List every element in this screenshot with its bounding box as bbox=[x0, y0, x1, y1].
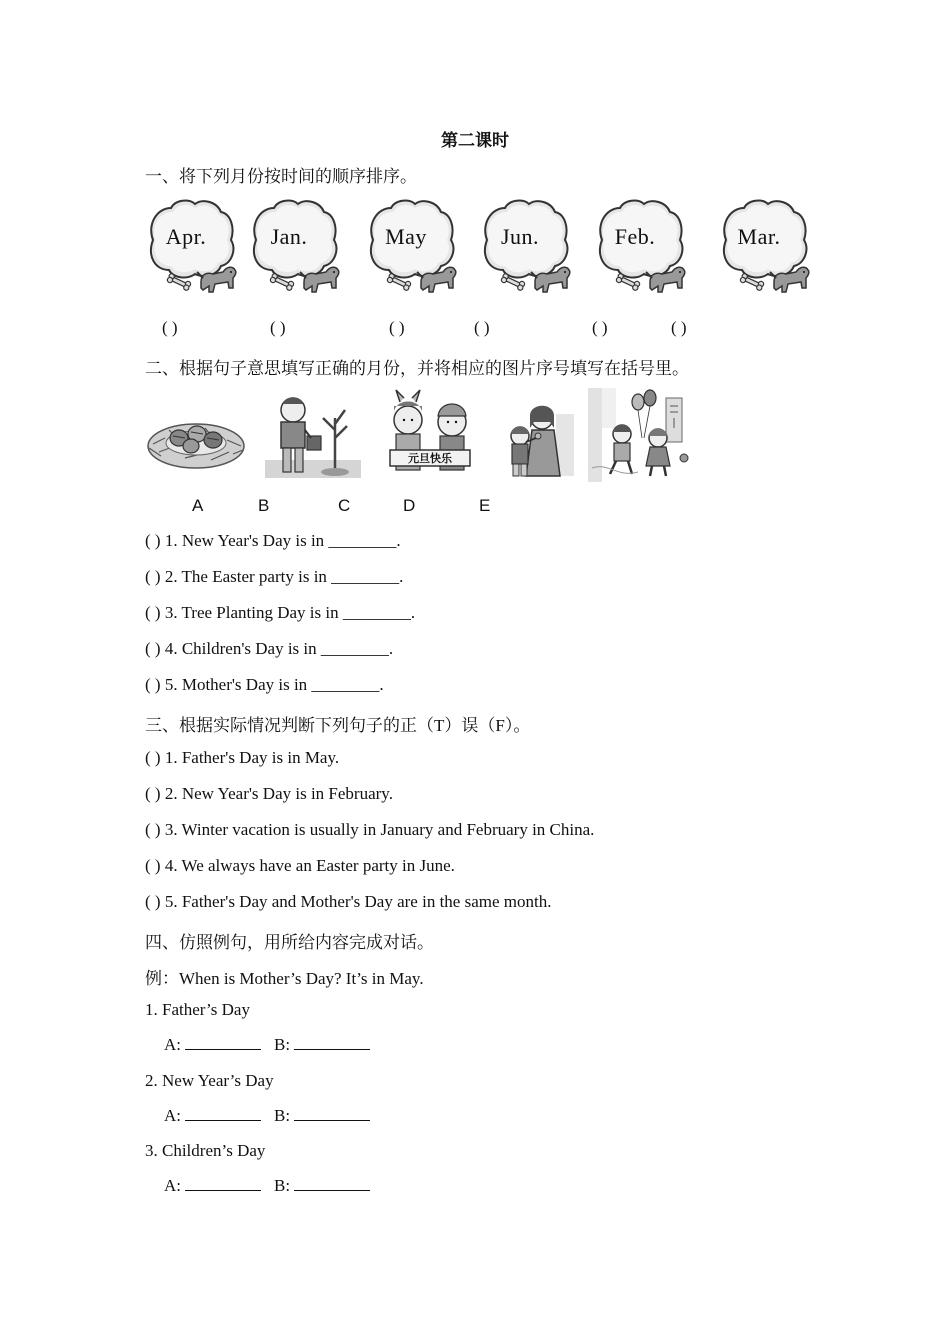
answer-paren[interactable]: ( ) bbox=[592, 318, 608, 337]
dialogue-row bbox=[164, 1106, 370, 1126]
childrens-day-image bbox=[588, 388, 692, 482]
question-item[interactable]: ( ) 2. New Year's Day is in February. bbox=[145, 784, 393, 803]
dialogue-row bbox=[164, 1176, 370, 1196]
month-label: Apr. bbox=[165, 224, 207, 249]
picture-label: E bbox=[479, 496, 491, 515]
speaker-b: B: bbox=[274, 1035, 291, 1054]
picture-label: D bbox=[403, 496, 416, 515]
speaker-a: A: bbox=[164, 1176, 181, 1195]
section2-heading: 二、根据句子意思填写正确的月份，并将相应的图片序号填写在括号里。 bbox=[145, 359, 689, 378]
question-item[interactable]: ( ) 1. Father's Day is in May. bbox=[145, 748, 340, 767]
easter-nest-image bbox=[145, 388, 247, 480]
month-bubble bbox=[477, 196, 573, 302]
speaker-b: B: bbox=[274, 1176, 291, 1195]
question-item[interactable]: ( ) 1. New Year's Day is in ________. bbox=[145, 531, 401, 550]
answer-paren[interactable]: ( ) bbox=[389, 318, 405, 337]
answer-blank-a[interactable] bbox=[185, 1176, 261, 1191]
question-item[interactable]: ( ) 5. Father's Day and Mother's Day are in the same month. bbox=[145, 892, 552, 911]
dialogue-topic: 1. Father’s Day bbox=[145, 1000, 250, 1019]
new-years-day-image bbox=[378, 388, 482, 480]
tree-planting-image bbox=[265, 388, 361, 480]
month-label: Jun. bbox=[500, 224, 540, 249]
picture-label: C bbox=[338, 496, 351, 515]
answer-paren[interactable]: ( ) bbox=[162, 318, 178, 337]
section3-heading: 三、根据实际情况判断下列句子的正（T）误（F）。 bbox=[145, 716, 531, 735]
question-item[interactable]: ( ) 2. The Easter party is in ________. bbox=[145, 567, 404, 586]
month-bubble bbox=[592, 196, 688, 302]
question-item[interactable]: ( ) 4. Children's Day is in ________. bbox=[145, 639, 394, 658]
page-title: 第二课时 bbox=[441, 131, 509, 150]
dialogue-topic: 3. Children’s Day bbox=[145, 1141, 266, 1160]
question-item[interactable]: ( ) 5. Mother's Day is in ________. bbox=[145, 675, 384, 694]
answer-blank-b[interactable] bbox=[294, 1035, 370, 1050]
month-bubble bbox=[363, 196, 459, 302]
answer-blank-b[interactable] bbox=[294, 1106, 370, 1121]
month-label: Feb. bbox=[614, 224, 656, 249]
picture-label: A bbox=[192, 496, 204, 515]
example-sentence: 例：When is Mother’s Day? It’s in May. bbox=[145, 969, 424, 988]
month-label: May bbox=[385, 224, 427, 249]
question-item[interactable]: ( ) 4. We always have an Easter party in June. bbox=[145, 856, 455, 875]
answer-blank-a[interactable] bbox=[185, 1035, 261, 1050]
month-label: Mar. bbox=[737, 224, 781, 249]
section4-heading: 四、仿照例句，用所给内容完成对话。 bbox=[145, 933, 434, 952]
mothers-day-image bbox=[500, 388, 576, 480]
answer-paren[interactable]: ( ) bbox=[474, 318, 490, 337]
picture-label: B bbox=[258, 496, 270, 515]
answer-blank-b[interactable] bbox=[294, 1176, 370, 1191]
month-bubble bbox=[246, 196, 342, 302]
speaker-b: B: bbox=[274, 1106, 291, 1125]
speaker-a: A: bbox=[164, 1035, 181, 1054]
answer-paren[interactable]: ( ) bbox=[270, 318, 286, 337]
section1-heading: 一、将下列月份按时间的顺序排序。 bbox=[145, 167, 417, 186]
question-item[interactable]: ( ) 3. Winter vacation is usually in January and February in China. bbox=[145, 820, 595, 839]
answer-paren[interactable]: ( ) bbox=[671, 318, 687, 337]
dialogue-row bbox=[164, 1035, 370, 1055]
question-item[interactable]: ( ) 3. Tree Planting Day is in ________. bbox=[145, 603, 416, 622]
month-label: Jan. bbox=[270, 224, 308, 249]
dialogue-topic: 2. New Year’s Day bbox=[145, 1071, 274, 1090]
banner-text: 元旦快乐 bbox=[408, 452, 452, 465]
month-bubble bbox=[143, 196, 239, 302]
speaker-a: A: bbox=[164, 1106, 181, 1125]
month-bubble bbox=[716, 196, 812, 302]
answer-blank-a[interactable] bbox=[185, 1106, 261, 1121]
